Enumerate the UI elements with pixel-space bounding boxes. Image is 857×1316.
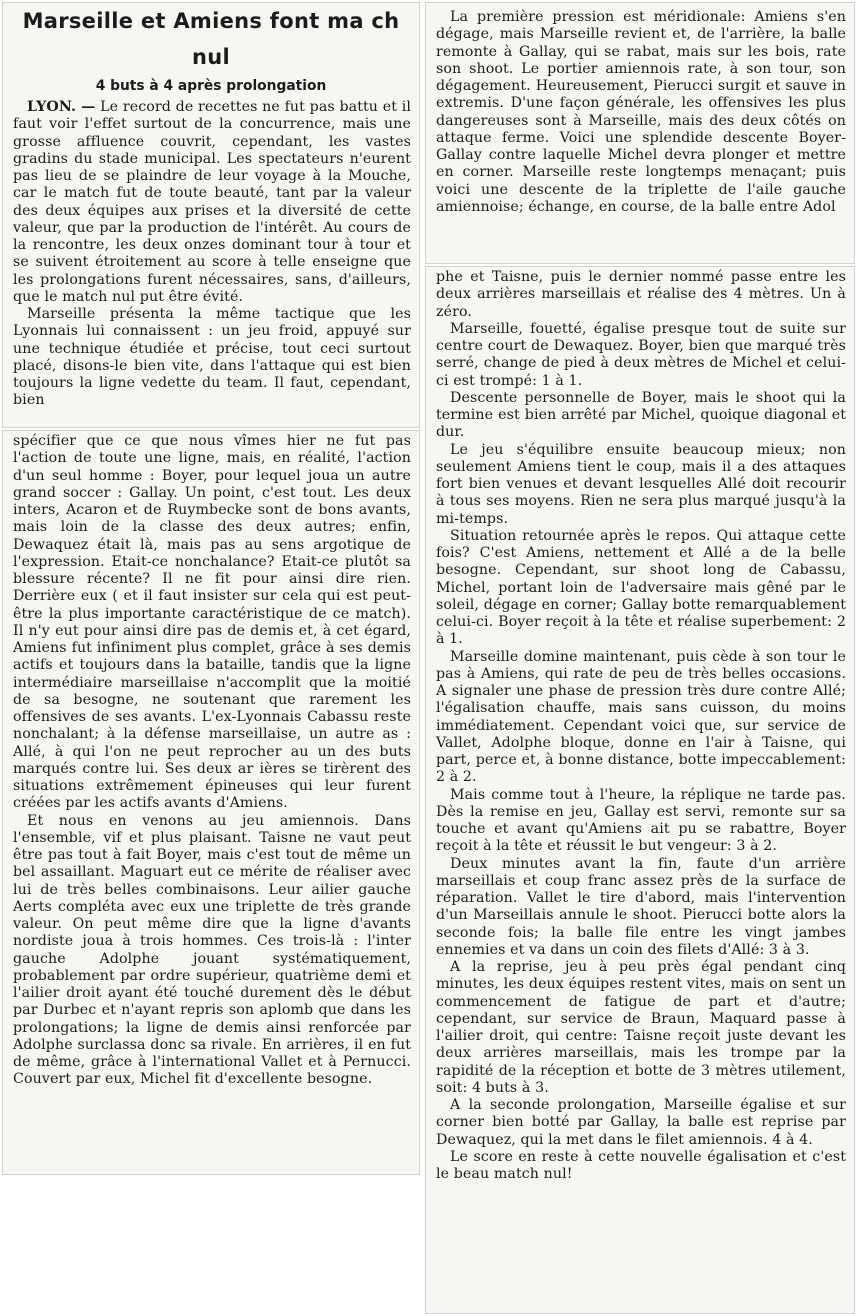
paragraph: Deux minutes avant la fin, faute d'un arrière marseillais et coup franc assez près de la surface de réparation. Vallet le tire d'abord, mais l'intervention d'un Marseillais annule le shoot. Pierucci botte alors la seconde fois; la balle file entre les vingt jambes ennemies et va dans un coin des filets d'Allé: 3 à 3.	[436, 855, 846, 958]
clip-match-report	[425, 266, 855, 1314]
paragraph: Mais comme tout à l'heure, la réplique ne tarde pas. Dès la remise en jeu, Gallay est servi, remonte sur sa touche et avant qu'Amiens ait pu se rabattre, Boyer reçoit à la tête et réussit le but vengeur: 3 à 2.	[436, 786, 846, 855]
paragraph-text: Le record de recettes ne fut pas battu et il faut voir l'effet surtout de la concurrence, mais une grosse affluence couvrit, cependant, les vastes gradins du stade municipal. Les spectateurs n'eurent pas lieu de se plaindre de leur voyage à la Mouche, car le match fut de toute beauté, tant par la valeur des deux équipes aux prises et la diversité de cette valeur, que par la production de l'intérêt. Au cours de la rencontre, les deux onzes dominant tour à tour et se suivent étroitement au score à telle enseigne que les prolongations furent nécessaires, sans, d'ailleurs, que le match nul put être évité.	[13, 99, 411, 305]
paragraph: A la reprise, jeu à peu près égal pendant cinq minutes, les deux équipes restent vites, mais on sent un commencement de fatigue de part et d'autre; cependant, sur service de Braun, Maquard passe à l'ailier droit, qui centre: Taisne reçoit juste devant les deux arrières marseillais, mais les trompe par la rapidité de la réception et botte de 3 mètres utilement, soit: 4 buts à 3.	[436, 959, 846, 1096]
clip-headline-intro	[2, 2, 420, 428]
paragraph: Marseille présenta la même tactique que les Lyonnais lui connaissent : un jeu froid, appuyé sur une technique étudiée et précise, tout ceci surtout placé, disons-le bien vite, dans l'attaque qui est bien toujours la ligne vedette du team. Il faut, cependant, bien	[13, 306, 411, 409]
paragraph: Situation retournée après le repos. Qui attaque cette fois? C'est Amiens, nettement et Allé a de la belle besogne. Cependant, sur shoot long de Cabassu, Michel, portant loin de l'adversaire mais gêné par le soleil, dégage en corner; Gallay botte remarquablement celui-ci. Boyer reçoit à la tête et réalise superbement: 2 à 1.	[436, 527, 846, 648]
article-subheadline: 4 buts à 4 après prolongation	[95, 78, 327, 94]
article-headline: Marseille et Amiens font ma ch nul	[22, 9, 400, 69]
paragraph: phe et Taisne, puis le dernier nommé passe entre les deux arrières marseillais et réalise des 4 mètres. Un à zéro.	[436, 269, 846, 320]
paragraph: Le score en reste à cette nouvelle égalisation et c'est le beau match nul!	[436, 1148, 846, 1182]
paragraph: Descente personnelle de Boyer, mais le shoot qui la termine est bien arrêté par Michel, quoique diagonal et dur.	[436, 389, 846, 441]
paragraph: Le jeu s'équilibre ensuite beaucoup mieux; non seulement Amiens tient le coup, mais il a des attaques fort bien venues et devant lesquelles Allé doit recourir à tous ses moyens. Rien ne sera plus marqué jusqu'à la mi-temps.	[436, 441, 846, 527]
clip-analysis	[2, 430, 420, 1175]
paragraph: Marseille, fouetté, égalise presque tout de suite sur centre court de Dewaquez. Boyer, bien que marqué très serré, change de pied à deux mètres de Michel et celui-ci est trompé: 1 à 1.	[436, 320, 846, 389]
paragraph: spécifier que ce que nous vîmes hier ne fut pas l'action de toute une ligne, mais, en réalité, l'action d'un seul homme : Boyer, pour lequel joua un autre grand soccer : Gallay. Un point, c'est tout. Les deux inters, Acaron et de Ruymbecke sont de bons avants, mais loin de la classe des deux autres; enfin, Dewaquez était là, mais pas au sens argotique de l'expression. Etait-ce nonchalance? Etait-ce plutôt sa blessure récente? Il ne fit pour ainsi dire rien. Derrière eux ( et il faut insister sur cela qui est peut-être la plus importante caractéristique de ce match). Il n'y eut pour ainsi dire pas de demis et, à cet égard, Amiens fut infiniment plus complet, grâce à ses demis actifs et toujours dans la bataille, tandis que la ligne intermédiaire marseillaise n'accomplit que la moitié de sa besogne, ne soutenant que rarement les offensives de ses avants. L'ex-Lyonnais Cabassu reste nonchalant; à la défense marseillaise, un autre as : Allé, à qui l'on ne peut reprocher au un des buts marqués contre lui. Ses deux ar ières se tirèrent des situations extrêmement épineuses qui leur furent créées par les actifs avants d'Amiens.	[13, 433, 411, 812]
paragraph: Marseille domine maintenant, puis cède à son tour le pas à Amiens, qui rate de peu de très belles occasions. A signaler une phase de pression très dure contre Allé; l'égalisation chauffe, mais sans cuisson, du moins immédiatement. Cependant voici que, sur service de Vallet, Adolphe bloque, donne en l'air à Taisne, qui part, perce et, à bonne distance, botte impeccablement: 2 à 2.	[436, 648, 846, 786]
paragraph	[13, 99, 411, 306]
dateline: LYON. —	[27, 99, 96, 115]
paragraph: La première pression est méridionale: Amiens s'en dégage, mais Marseille revient et, de l'arrière, la balle remonte à Gallay, qui se rabat, mais sur les bois, rate son shoot. Le portier amiennois rate, à son tour, son dégagement. Heureusement, Pierucci surgit et sauve in extremis. D'une façon générale, les offensives les plus dangereuses sont à Marseille, mais des deux côtés on attaque ferme. Voici une splendide descente Boyer-Gallay contre laquelle Michel devra plonger et mettre en corner. Marseille reste longtemps menaçant; puis voici une descente de la triplette de l'aile gauche amiennoise; échange, en course, de la balle entre Adol	[436, 9, 846, 215]
paragraph: Et nous en venons au jeu amiennois. Dans l'ensemble, vif et plus plaisant. Taisne ne vaut peut être pas tout à fait Boyer, mais c'est tout de même un bel assaillant. Maguart eut ce mérite de réaliser avec lui de très belles combinaisons. Leur ailier gauche Aerts compléta avec eux une triplette de très grande valeur. On peut même dire que la ligne d'avants nordiste joua à trois hommes. Ces trois-là : l'inter gauche Adolphe jouant systématiquement, probablement par ordre supérieur, quatrième demi et l'ailier droit ayant été touché durement dès le début par Durbec et n'ayant repris son aplomb que dans les prolongations; la ligne de demis ainsi renforcée par Adolphe surclassa donc sa rivale. En arrières, il en fut de même, grâce à l'international Vallet et à Pernucci. Couvert par eux, Michel fit d'excellente besogne.	[13, 812, 411, 1088]
clip-first-half	[425, 2, 855, 264]
paragraph: A la seconde prolongation, Marseille égalise et sur corner bien botté par Gallay, la balle est reprise par Dewaquez, qui la met dans le filet amiennois. 4 à 4.	[436, 1097, 846, 1148]
